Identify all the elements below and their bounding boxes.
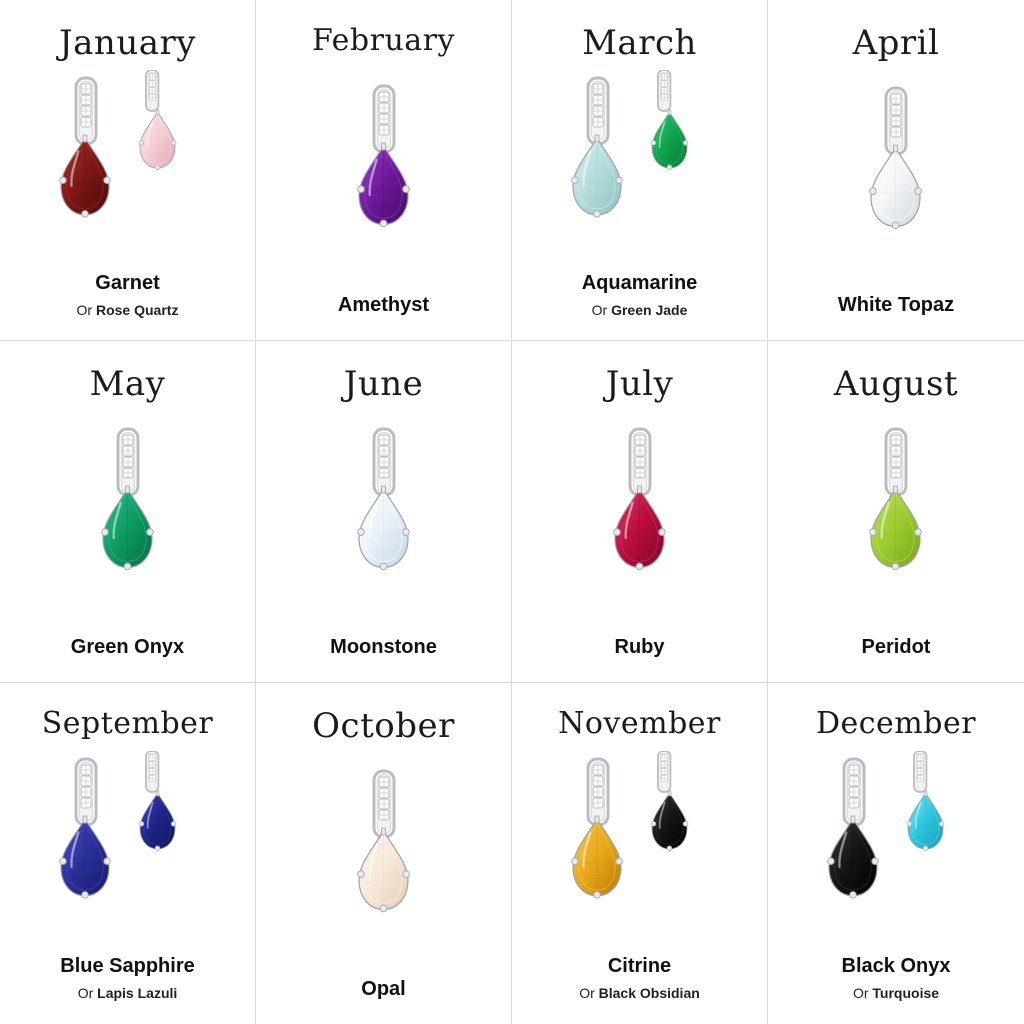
gem-pendant-pair [512,739,767,955]
birthstone-cell-may [0,341,256,682]
gem-alternate [768,985,1024,1002]
alternate-gem-name: Black Obsidian [598,985,700,1002]
alternate-or-label: Or [852,985,869,1002]
gem-illustration [540,751,740,941]
gem-illustration [284,765,484,955]
gem-pendant-pair [768,739,1024,955]
gem-illustration [284,80,484,270]
gem-labels [768,293,1024,340]
gem-labels [0,271,255,341]
birthstone-cell-september [0,683,256,1024]
birthstone-cell-january [0,0,256,341]
birthstone-cell-march [512,0,768,341]
gem-illustration [284,423,484,613]
gem-name: Blue Sapphire [60,955,195,978]
gem-name: Peridot [861,635,931,658]
month-title: February [312,23,455,58]
gem-pendant-single [256,401,511,634]
gem-illustration [796,423,996,613]
gem-labels [0,954,255,1024]
gem-illustration [540,423,740,613]
month-title: June [343,364,424,405]
month-title: January [59,23,196,63]
gem-labels [256,977,511,1024]
gem-pendant-single [768,60,1024,293]
gem-name: Opal [361,978,406,1000]
gem-pendant-single [512,401,767,634]
gem-pendant-single [768,401,1024,634]
month-title: December [815,705,977,741]
alternate-gem-name: Green Jade [611,301,688,318]
gem-labels [768,635,1024,682]
month-title: November [558,705,721,741]
gem-labels [256,293,511,340]
gem-illustration [28,423,228,613]
month-title: July [605,364,674,405]
gem-illustration [28,751,228,941]
gem-pendant-pair [0,739,255,955]
alternate-or-label: Or [591,301,608,318]
gem-name: Garnet [95,271,160,294]
gem-name: Aquamarine [581,271,698,294]
month-title: March [582,23,697,63]
alternate-gem-name: Lapis Lazuli [97,985,178,1002]
gem-name: Moonstone [330,635,437,658]
gem-illustration [28,70,228,260]
alternate-or-label: Or [76,301,93,318]
gem-name: Ruby [614,635,665,658]
birthstone-cell-august [768,341,1024,682]
birthstone-cell-april [768,0,1024,341]
gem-alternate [512,302,767,319]
gem-labels [512,271,767,341]
gem-pendant-single [256,743,511,977]
gem-labels [512,635,767,682]
gem-illustration [540,70,740,260]
month-title: April [852,23,940,63]
gem-illustration [796,751,996,941]
month-title: October [312,705,455,746]
gem-illustration [796,82,996,272]
month-title: September [41,705,214,741]
gem-name: Black Onyx [841,955,951,978]
gem-labels [768,954,1024,1024]
alternate-or-label: Or [77,985,94,1002]
birthstone-cell-december [768,683,1024,1024]
month-title: May [89,364,166,405]
gem-alternate [0,302,255,319]
gem-name: Green Onyx [70,635,185,658]
gem-labels [0,635,255,682]
gem-pendant-single [0,401,255,634]
gem-name: White Topaz [837,294,955,317]
alternate-gem-name: Turquoise [872,985,940,1002]
gem-pendant-pair [512,60,767,271]
gem-name: Amethyst [337,294,430,317]
gem-labels [256,635,511,682]
gem-alternate [512,985,767,1002]
birthstone-cell-june [256,341,512,682]
gem-name: Citrine [607,955,672,978]
month-title: August [833,364,959,405]
birthstone-cell-november [512,683,768,1024]
gem-pendant-pair [0,60,255,271]
birthstone-cell-february [256,0,512,341]
gem-labels [512,954,767,1024]
alternate-gem-name: Rose Quartz [95,301,179,318]
gem-alternate [0,985,255,1002]
birthstone-cell-july [512,341,768,682]
birthstone-cell-october [256,683,512,1024]
gem-pendant-single [256,56,511,293]
alternate-or-label: Or [579,985,595,1002]
